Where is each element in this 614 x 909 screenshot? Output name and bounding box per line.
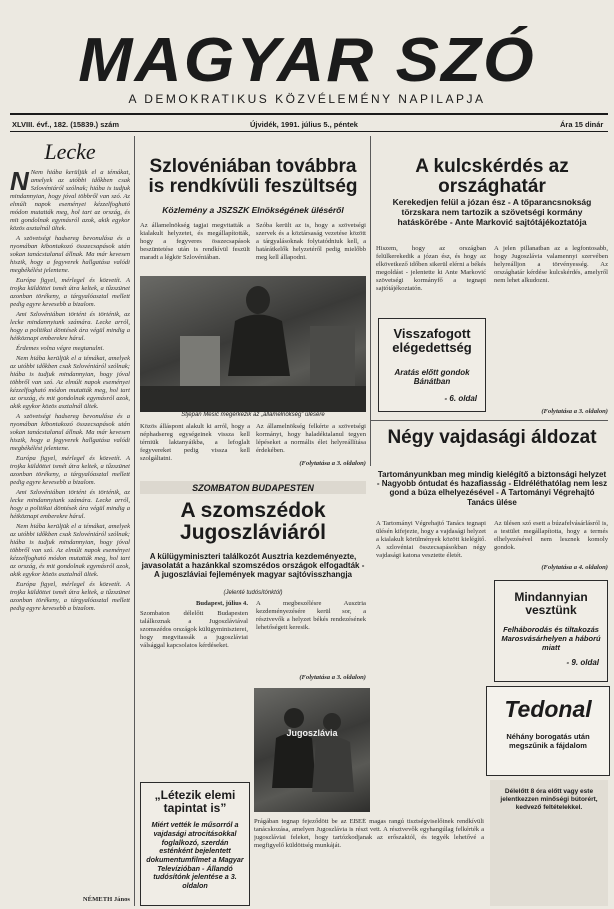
- slovenia-body-1: Az államelnökség tagjai megvitatták a kialakult helyzetet, és megállapították, hogy a fegyveres összecsapások beszüntetése után is rendkívül feszült maradt a légkör Szlovéniában.: [140, 222, 250, 261]
- kulcskerdes-body-1: Hiszem, hogy az országban felülkerekedik a józan ész, és hogy az elkövetkező időben sikerül elérni a békés megoldást - jelentette ki Ante Marković szövetségi kormányfő a tegnapi sajtótájékoztatón.: [376, 245, 486, 292]
- szomszedok-headline: A szomszédok Jugoszláviáról: [180, 499, 326, 545]
- mindannyian-page: - 9. oldal: [566, 658, 599, 668]
- mesic-photo: [140, 276, 366, 412]
- lecke-paragraph: Nem hiába kerüljük el a témákat, amelyek az utóbbi időkben csak Szlovéniáról szólnak; hiába is tudjuk mindannyian, hogy jóval többről van szó. Az elmúlt napok eseményei kézzelfogható módon mutatták meg, hol tart az ország, és mit gondolnak egymásról azok, akik egykor közös asztalnál ültek.: [10, 355, 130, 411]
- lecke-paragraph: A szövetségi hadsereg bevonulása és a nyomában kibontakozó összecsapások után sokan tanácstalanul állnak. Ma már kevesen hiszik, hogy a fegyverek hallgatása valódi megbékélést jelentene.: [10, 235, 130, 275]
- issue-number: XLVIII. évf., 182. (15839.) szám: [12, 120, 119, 129]
- slovenia-body-4: Az államelnökség felkérte a szövetségi kormányt, hogy haladéktalanul tegyen lépéseket a normális élet helyreállítása érdekében.: [256, 423, 366, 454]
- mindannyian-box[interactable]: [494, 580, 608, 682]
- mesic-photo-graphic: [140, 276, 366, 412]
- kulcskerdes-headline: A kulcskérdés az országhatár: [415, 156, 569, 197]
- issue-date: Újvidék, 1991. július 5., péntek: [250, 120, 358, 129]
- visszafogott-headline: Visszafogott elégedettség: [392, 326, 472, 356]
- lecke-paragraph: Ami Szlovéniában történt és történik, az lecke mindannyiunk számára. Lecke arról, hogy a politikai döntések ára végül mindig a hétköznapi emberekre hárul.: [10, 489, 130, 521]
- slovenia-body-3: Közös álláspont alakult ki arról, hogy a néphadsereg egységeinek vissza kell térniük laktanyáikba, a lefoglalt fegyvereket pedig vissza kell szolgáltatni.: [140, 423, 250, 462]
- section-divider: [370, 420, 608, 421]
- tedonal-text: Néhány borogatás után megszűnik a fájdalom: [506, 732, 590, 751]
- kulcskerdes-continued: (Folytatása a 3. oldalon): [541, 408, 608, 415]
- masthead-subtitle: A DEMOKRATIKUS KÖZVÉLEMÉNY NAPILAPJA: [128, 92, 486, 106]
- slovenia-headline: Szlovéniában továbbra is rendkívüli feszültség: [148, 156, 358, 197]
- praga-body: Prágában tegnap fejeződött be az EBEÉ magas rangú tisztségviselőinek rendkívüli tanácskozása, amelyen Jugoszlávia is részt vett. A résztvevők egyhangúlag felkérték a jugoszláviai feleket, hogy tartózkodjanak az erőszaktól, és tegyék lehetővé a megfigyelő küldöttség munkáját.: [254, 818, 484, 849]
- mindannyian-sub: Felháborodás és tiltakozás Marosvásárhelyen a háború miatt: [501, 625, 601, 653]
- jugoszlavia-photo-graphic: [254, 688, 370, 812]
- negy-deck: Tartományunkban meg mindig kielégítő a biztonsági helyzet - Nagyobb óntudat és hazafiasság - Eldréléthatólag nem lesz gond a búza elhelyezésével - A Tartományi Végrehajtó Tanács ülése: [376, 470, 608, 507]
- szomszedok-continued: (Folytatása a 3. oldalon): [299, 674, 366, 681]
- lecke-paragraph: Európa figyel, mérlegel és közvetít. A trojka küldöttei ismét útra keltek, a tűzszünet azonban törékeny, a tárgyalóasztal mellett pedig egyre kevesebb a bizalom.: [10, 455, 130, 487]
- negy-body-1: A Tartományi Végrehajtó Tanács tegnapi ülésén kifejezte, hogy a vajdasági helyzet a kialakult körülmények között kielégítő. A szlovéniai összecsapásokban négy vajdasági katona vesztette életét.: [376, 520, 486, 559]
- szomszedok-kicker: SZOMBATON BUDAPESTEN: [192, 483, 314, 493]
- issue-price: Ára 15 dinár: [560, 120, 604, 129]
- tedonal-brand: Tedonal: [504, 696, 592, 722]
- lecke-paragraph: A szövetségi hadsereg bevonulása és a nyomában kibontakozó összecsapások után sokan tanácstalanul állnak. Ma már kevesen hiszik, hogy a fegyverek hallgatása valódi megbékélést jelentene.: [10, 413, 130, 453]
- lecke-paragraph: Európa figyel, mérlegel és közvetít. A trojka küldöttei ismét útra keltek, a tűzszünet azonban törékeny, a tárgyalóasztal mellett pedig egyre kevesebb a bizalom.: [10, 277, 130, 309]
- mindannyian-headline: Mindannyian vesztünk: [514, 590, 588, 618]
- szomszedok-place: Budapest, július 4.: [195, 600, 248, 607]
- lecke-body: N Nem hiába kerüljük el a témákat, amelyek az utóbbi időkben csak Szlovéniáról szólnak; hiába is tudjuk mindannyian, hogy jóval többről van szó. Az elmúlt napok eseményei kézzelfogható módon mutatták meg, hol tart az ország, és mit gondolnak egymásról azok, akik egykor közös asztalnál ültek. A szövetségi hadsereg bevonulása és a nyomában kibontakozó összecsapások után sokan tanácstalanul állnak. Ma már kevesen hiszik, hogy a fegyverek hallgatása valódi megbékélést jelentene. Európa figyel, mérlegel és közvetít. A trojka küldöttei ismét útra keltek, a tűzszünet azonban törékeny, a tárgyalóasztal mellett pedig egyre kevesebb a bizalom. Ami Szlovéniában történt és történik, az lecke mindannyiunk számára. Lecke arról, hogy a politikai döntések ára végül mindig a hétköznapi emberekre hárul. Érdemes volna végre megtanulni. Nem hiába kerüljük el a témákat, amelyek az utóbbi időkben csak Szlovéniáról szólnak; hiába is tudjuk mindannyian, hogy jóval többről van szó. Az elmúlt napok eseményei kézzelfogható módon mutatták meg, hol tart az ország, és mit gondolnak egymásról azok, akik egykor közös asztalnál ültek. A szövetségi hadsereg bevonulása és a nyomában kibontakozó összecsapások után sokan tanácstalanul állnak. Ma már kevesen hiszik, hogy a fegyverek hallgatása valódi megbékélést jelentene. Európa figyel, mérlegel és közvetít. A trojka küldöttei ismét útra keltek, a tűzszünet azonban törékeny, a tárgyalóasztal mellett pedig egyre kevesebb a bizalom. Ami Szlovéniában történt és történik, az lecke mindannyiunk számára. Lecke arról, hogy a politikai döntések ára végül mindig a hétköznapi emberekre hárul. Nem hiába kerüljük el a témákat, amelyek az utóbbi időkben csak Szlovéniáról szólnak; hiába is tudjuk mindannyian, hogy jóval többről van szó. Az elmúlt napok eseményei kézzelfogható módon mutatták meg, hol tart az ország, és mit gondolnak egymásról azok, akik egykor közös asztalnál ültek. Európa figyel, mérlegel és közvetít. A trojka küldöttei ismét útra keltek, a tűzszünet azonban törékeny, a tárgyalóasztal mellett pedig egyre kevesebb a bizalom.: [10, 166, 130, 613]
- lecke-paragraph: Érdemes volna végre megtanulni.: [16, 345, 105, 353]
- masthead: [0, 0, 614, 112]
- negy-headline: Négy vajdasági áldozat: [387, 427, 597, 448]
- mesic-photo-caption: Stjepan Mesić megérkezik az „államelnökség” ülésére: [181, 412, 325, 418]
- letezik-body: Miért vették le műsorról a vajdasági atrocitásokkal foglalkozó, szerdán esténként bejelentett dokumentumfilmet a Magyar Televízióban - Állandó tudósítónk jelentése a 3. oldalon: [146, 820, 244, 890]
- kulcskerdes-body-2: A jelen pillanatban az a legfontosabb, hogy Jugoszlávia valamennyi szervében helyreálljon a törvényesség. Az országhatár kérdése kulcskérdés, amelyről nem lehet alkudozni.: [494, 245, 608, 284]
- slovenia-deck: Közlemény a JSZSZK Elnökségének üléséről: [162, 205, 344, 215]
- slovenia-continued: (Folytatása a 3. oldalon): [299, 460, 366, 467]
- szomszedok-body-2: A megbeszélésre Ausztria kezdeményezésére kerül sor, a résztvevők a helyzet békés rendezésének lehetőségeit keresik.: [256, 600, 366, 631]
- lecke-paragraph: Európa figyel, mérlegel és közvetít. A trojka küldöttei ismét útra keltek, a tűzszünet azonban törékeny, a tárgyalóasztal mellett pedig egyre kevesebb a bizalom.: [10, 581, 130, 613]
- visszafogott-sub: Aratás előtt gondok Bánátban: [394, 367, 470, 386]
- tedonal-ad[interactable]: [486, 686, 610, 776]
- column-divider: [134, 136, 135, 906]
- negy-continued: (Folytatása a 4. oldalon): [541, 564, 608, 571]
- lecke-title: Lecke: [44, 139, 96, 164]
- dateline-rule: [10, 131, 608, 132]
- furniture-ad-text: Délelőtt 8 óra előtt vagy este jelentkezzen minőségi bútorért, kedvező feltételekkel.: [500, 788, 598, 812]
- szomszedok-deck: A külügyminiszteri találkozót Ausztria kezdeményezte, javasolatát a hazánkkal szomszédos országok elfogadták - A jugoszláviai fejlemények magyar sajtóvisszhangja: [141, 552, 365, 580]
- lecke-paragraph: Nem hiába kerüljük el a témákat, amelyek az utóbbi időkben csak Szlovéniáról szólnak; hiába is tudjuk mindannyian, hogy jóval többről van szó. Az elmúlt napok eseményei kézzelfogható módon mutatták meg, hol tart az ország, és mit gondolnak egymásról azok, akik egykor közös asztalnál ültek.: [10, 523, 130, 579]
- kulcskerdes-deck: Kerekedjen felül a józan ész - A tőparancsnokság törzskara nem tartozik a szövetségi kormány hatáskörébe - Ante Marković sajtótájékoztatója: [392, 197, 592, 227]
- lecke-paragraph: Nem hiába kerüljük el a témákat, amelyek az utóbbi időkben csak Szlovéniáról szólnak; hiába is tudjuk mindannyian, hogy jóval többről van szó. Az elmúlt napok eseményei kézzelfogható módon mutatták meg, hol tart az ország, és mit gondolnak egymásról azok, akik egykor közös asztalnál ültek.: [10, 169, 130, 233]
- slovenia-body-2: Szóba került az is, hogy a szövetségi szervek és a köztársaság vezetése között a tárgyalásoknak folytatódniuk kell, a határátkelők helyzetéről pedig mielőbb meg kell állapodni.: [256, 222, 366, 261]
- lecke-signature: NÉMETH János: [82, 896, 130, 903]
- jugoszlavia-caption: Jugoszlávia: [286, 728, 338, 738]
- szomszedok-body-1: Szombaton délelőtt Budapesten találkoznak a Jugoszláviával szomszédos országok külügyminiszterei, hogy megvitassák a jugoszláviai válsággal kapcsolatos kérdéseket.: [140, 610, 248, 649]
- furniture-ad[interactable]: [490, 780, 608, 906]
- visszafogott-box[interactable]: [378, 318, 486, 412]
- letezik-box[interactable]: [140, 782, 250, 906]
- negy-body-2: Az ülésen szó esett a búzafelvásárlásról is, a testület megállapította, hogy a termés elhelyezésével nem lesznek komoly gondok.: [494, 520, 608, 551]
- szomszedok-credit: (Jelenté tudósítónktól): [223, 590, 283, 596]
- masthead-title: MAGYAR SZÓ: [78, 26, 536, 95]
- lecke-paragraph: Ami Szlovéniában történt és történik, az lecke mindannyiunk számára. Lecke arról, hogy a politikai döntések ára végül mindig a hétköznapi emberekre hárul.: [10, 311, 130, 343]
- jugoszlavia-photo: [254, 688, 370, 812]
- masthead-rule: [10, 113, 608, 115]
- lecke-column: [10, 136, 130, 909]
- visszafogott-page: - 6. oldal: [444, 393, 477, 403]
- column-divider: [370, 136, 371, 466]
- letezik-headline: „Létezik elemi tapintat is”: [154, 788, 236, 816]
